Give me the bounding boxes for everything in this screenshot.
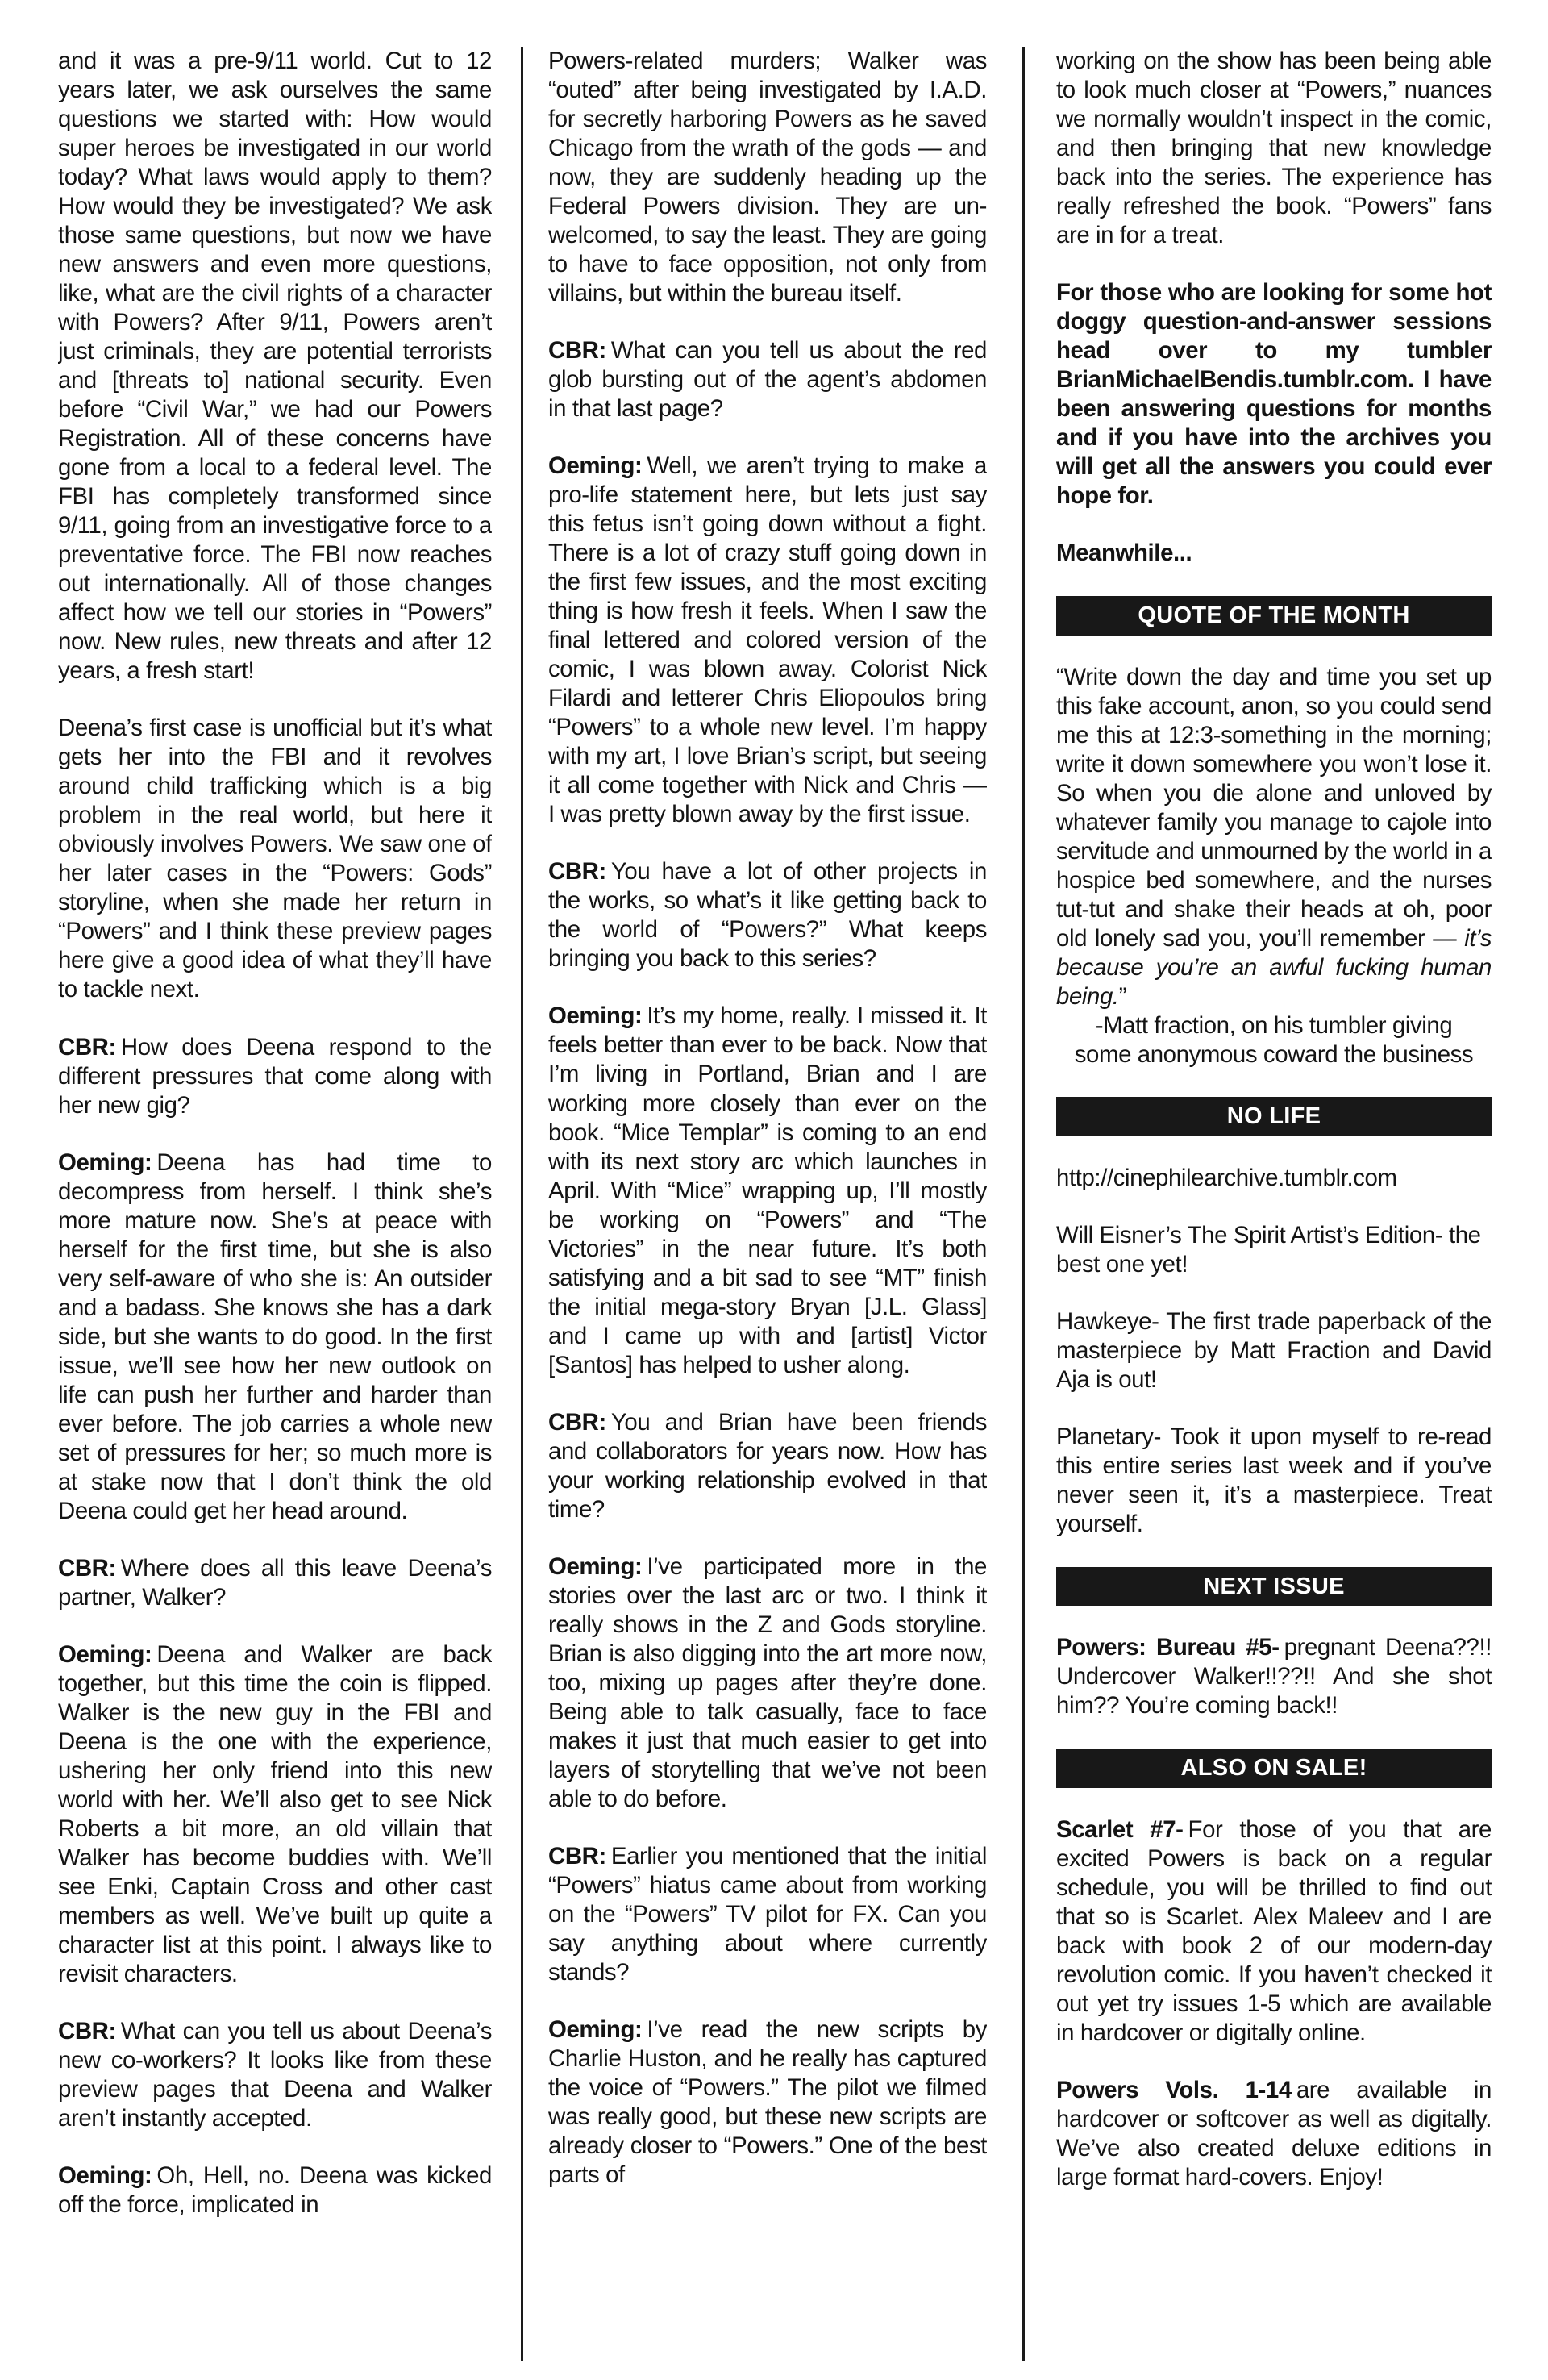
speaker-label: CBR: bbox=[548, 337, 606, 365]
sale-item-title: Powers Vols. 1-14 bbox=[1056, 2076, 1292, 2103]
no-life-header: NO LIFE bbox=[1056, 1097, 1492, 1136]
list-item: Hawkeye- The first trade paperback of the masterpiece by Matt Fraction and David Aja is out! bbox=[1056, 1307, 1492, 1393]
meanwhile-heading: Meanwhile... bbox=[1056, 540, 1192, 567]
qa-paragraph: CBR: You and Brian have been friends and collaborators for years now. How has your working relationship evolved in that time? bbox=[548, 1408, 987, 1523]
sale-item-title: Scarlet #7- bbox=[1056, 1815, 1184, 1843]
quote-of-the-month-header: QUOTE OF THE MONTH bbox=[1056, 596, 1492, 636]
list-item: Planetary- Took it upon myself to re-read this entire series last week and if you’ve never seen it, it’s a masterpiece. Treat yourself. bbox=[1056, 1423, 1492, 1537]
quote-italic: it’s because you’re an awful fucking human being. bbox=[1056, 924, 1492, 1010]
column-1 bbox=[58, 47, 492, 2353]
column-divider bbox=[521, 47, 523, 2361]
speaker-label: Oeming: bbox=[548, 2015, 643, 2043]
list-item: Will Eisner’s The Spirit Artist’s Edition- the best one yet! bbox=[1056, 1221, 1481, 1278]
speaker-label: CBR: bbox=[58, 1033, 116, 1061]
qa-paragraph: Oeming: It’s my home, really. I missed it. It feels better than ever to be back. Now that I’m living in Portland, Brian and I are working more closely than ever on the book. “Mice Templar” is coming to an end with its next story arc which launches in April. With “Mice” wrapping up, I’ll mostly be working on “Powers” and “The Victories” in the near future. It’s both satisfying and a bit sad to see “MT” finish the initial mega-story Bryan [J.L. Glass] and I came up with and [artist] Victor [Santos] has helped to usher along. bbox=[548, 1002, 987, 1378]
speaker-label: CBR: bbox=[548, 1842, 606, 1869]
paragraph: and it was a pre-9/11 world. Cut to 12 years later, we ask ourselves the same questions we started with: How would super heroes be investigated in our world today? What laws would apply to them? How would they be investigated? We ask those same questions, but now we have new answers and even more questions, like, what are the civil rights of a character with Powers? After 9/11, Powers aren’t just criminals, they are potential terrorists and [threats to] national security. Even before “Civil War,” we had our Powers Registration. All of these concerns have gone from a local to a federal level. The FBI has completely transformed since 9/11, going from an investigative force to a preventative force. The FBI now reaches out internationally. All of those changes affect how we tell our stories in “Powers” now. New rules, new threats and after 12 years, a fresh start! bbox=[58, 48, 492, 685]
next-issue-header: NEXT ISSUE bbox=[1056, 1567, 1492, 1607]
quote-text: “Write down the day and time you set up this fake account, anon, so you could send me this at 12:3-something in the morning; write it down somewhere you won’t lose it. So when you die alone and unloved by whatever family you manage to cajole into servitude and unmourned by the world in a hospice bed somewhere, and the nurses tut-tut and shake their heads at oh, poor old lonely sad you, you’ll remember — it’s because you’re an awful fucking human being.” bbox=[1056, 663, 1492, 1010]
quote-attribution: -Matt fraction, on his tumbler giving some anonymous coward the business bbox=[1074, 1011, 1474, 1068]
qa-paragraph: CBR: Earlier you mentioned that the initial “Powers” hiatus came about from working on the “Powers” TV pilot for FX. Can you say anything about where currently stands? bbox=[548, 1842, 987, 1986]
qa-paragraph: Oeming: Deena and Walker are back together, but this time the coin is flipped. Walker is the new guy in the FBI and Deena is the one with the experience, ushering her only friend into this new world with her. We’ll also get to see Nick Roberts a bit more, an old villain that Walker has become buddies with. We’ll see Enki, Captain Cross and other cast members as well. We’ve built up quite a character list at this point. I always like to revisit characters. bbox=[58, 1640, 492, 1987]
qa-paragraph: CBR: Where does all this leave Deena’s partner, Walker? bbox=[58, 1554, 492, 1611]
speaker-label: Oeming: bbox=[58, 1640, 152, 1668]
qa-paragraph: CBR: How does Deena respond to the different pressures that come along with her new gig? bbox=[58, 1033, 492, 1119]
tumblr-note: For those who are looking for some hot doggy question-and-answer sessions head over to my tumbler BrianMichaelBendis.tumblr.com. I have been answering questions for months and if you have into the archives you will get all the answers you could ever hope for. bbox=[1056, 279, 1492, 510]
paragraph: Deena’s first case is unofficial but it’s what gets her into the FBI and it revolves around child trafficking which is a big problem in the real world, but here it obviously involves Powers. We saw one of her later cases in the “Powers: Gods” storyline, when she made her return in “Powers” and I think these preview pages here give a good idea of what they’ll have to tackle next. bbox=[58, 715, 492, 1003]
paragraph: Powers-related murders; Walker was “outed” after being investigated by I.A.D. for secretly harboring Powers as he saved Chicago from the wrath of the gods — and now, they are suddenly heading up the Federal Powers division. They are un-welcomed, to say the least. They are going to have to face opposition, not only from villains, but within the bureau itself. bbox=[548, 48, 987, 307]
speaker-label: CBR: bbox=[58, 1554, 116, 1582]
qa-paragraph: Oeming: Deena has had time to decompress from herself. I think she’s more mature now. She’s at peace with herself for the first time, but she is also very self-aware of who she is: An outsider and a badass. She knows she has a dark side, but she wants to do good. In the first issue, we’ll see how her new outlook on life can push her further and harder than ever before. The job carries a whole new set of pressures for her; so much more is at stake now that I don’t think the old Deena could get her head around. bbox=[58, 1148, 492, 1524]
column-divider bbox=[1022, 47, 1025, 2361]
qa-paragraph: CBR: You have a lot of other projects in the works, so what’s it like getting back to the world of “Powers?” What keeps bringing you back to this series? bbox=[548, 858, 987, 973]
next-issue-paragraph: Powers: Bureau #5- pregnant Deena??!! Undercover Walker!!??!! And she shot him?? You’re coming back!! bbox=[1056, 1634, 1492, 1719]
speaker-label: Oeming: bbox=[548, 1553, 643, 1580]
link-item[interactable]: http://cinephilearchive.tumblr.com bbox=[1056, 1164, 1397, 1191]
speaker-label: CBR: bbox=[548, 858, 606, 886]
next-issue-title: Powers: Bureau #5- bbox=[1056, 1634, 1280, 1661]
sale-item: Powers Vols. 1-14 are available in hardcover or softcover as well as digitally. We’ve also created deluxe editions in large format hard-covers. Enjoy! bbox=[1056, 2076, 1492, 2190]
speaker-label: Oeming: bbox=[548, 1002, 643, 1030]
speaker-label: CBR: bbox=[548, 1408, 606, 1436]
column-2 bbox=[548, 47, 987, 2353]
column-3 bbox=[1056, 47, 1492, 2353]
speaker-label: Oeming: bbox=[58, 2162, 152, 2190]
speaker-label: Oeming: bbox=[58, 1148, 152, 1176]
qa-paragraph: Oeming: Oh, Hell, no. Deena was kicked off the force, implicated in bbox=[58, 2162, 492, 2219]
qa-paragraph: Oeming: I’ve read the new scripts by Charlie Huston, and he really has captured the voice of “Powers.” The pilot we filmed was really good, but these new scripts are already closer to “Powers.” One of the best parts of bbox=[548, 2015, 987, 2189]
speaker-label: CBR: bbox=[58, 2017, 116, 2044]
qa-paragraph: CBR: What can you tell us about Deena’s new co-workers? It looks like from these preview pages that Deena and Walker aren’t instantly accepted. bbox=[58, 2017, 492, 2132]
paragraph: working on the show has been being able to look much closer at “Powers,” nuances we normally wouldn’t inspect in the comic, and then bringing that new knowledge back into the series. The experience has really refreshed the book. “Powers” fans are in for a treat. bbox=[1056, 48, 1492, 249]
speaker-label: Oeming: bbox=[548, 452, 643, 480]
also-on-sale-header: ALSO ON SALE! bbox=[1056, 1749, 1492, 1788]
quote-block bbox=[1056, 663, 1492, 1011]
qa-paragraph: CBR: What can you tell us about the red glob bursting out of the agent’s abdomen in that last page? bbox=[548, 337, 987, 423]
sale-item: Scarlet #7- For those of you that are excited Powers is back on a regular schedule, you will be thrilled to find out that so is Scarlet. Alex Maleev and I are back with book 2 of our modern-day revolution comic. If you haven’t checked it out yet try issues 1-5 which are available in hardcover or digitally online. bbox=[1056, 1815, 1492, 2046]
qa-paragraph: Oeming: I’ve participated more in the stories over the last arc or two. I think it really shows in the Z and Gods storyline. Brian is also digging into the art more now, too, mixing up pages after they’re done. Being able to talk casually, face to face makes it just that much easier to get into layers of storytelling that we’ve not been able to do before. bbox=[548, 1553, 987, 1812]
qa-paragraph: Oeming: Well, we aren’t trying to make a pro-life statement here, but lets just say this fetus isn’t going down without a fight. There is a lot of crazy stuff going down in the first few issues, and the most exciting thing is how fresh it feels. When I saw the final lettered and colored version of the comic, I was blown away. Colorist Nick Filardi and letterer Chris Eliopoulos bring “Powers” to a whole new level. I’m happy with my art, I love Brian’s script, but seeing it all come together with Nick and Chris — I was pretty blown away by the first issue. bbox=[548, 452, 987, 828]
